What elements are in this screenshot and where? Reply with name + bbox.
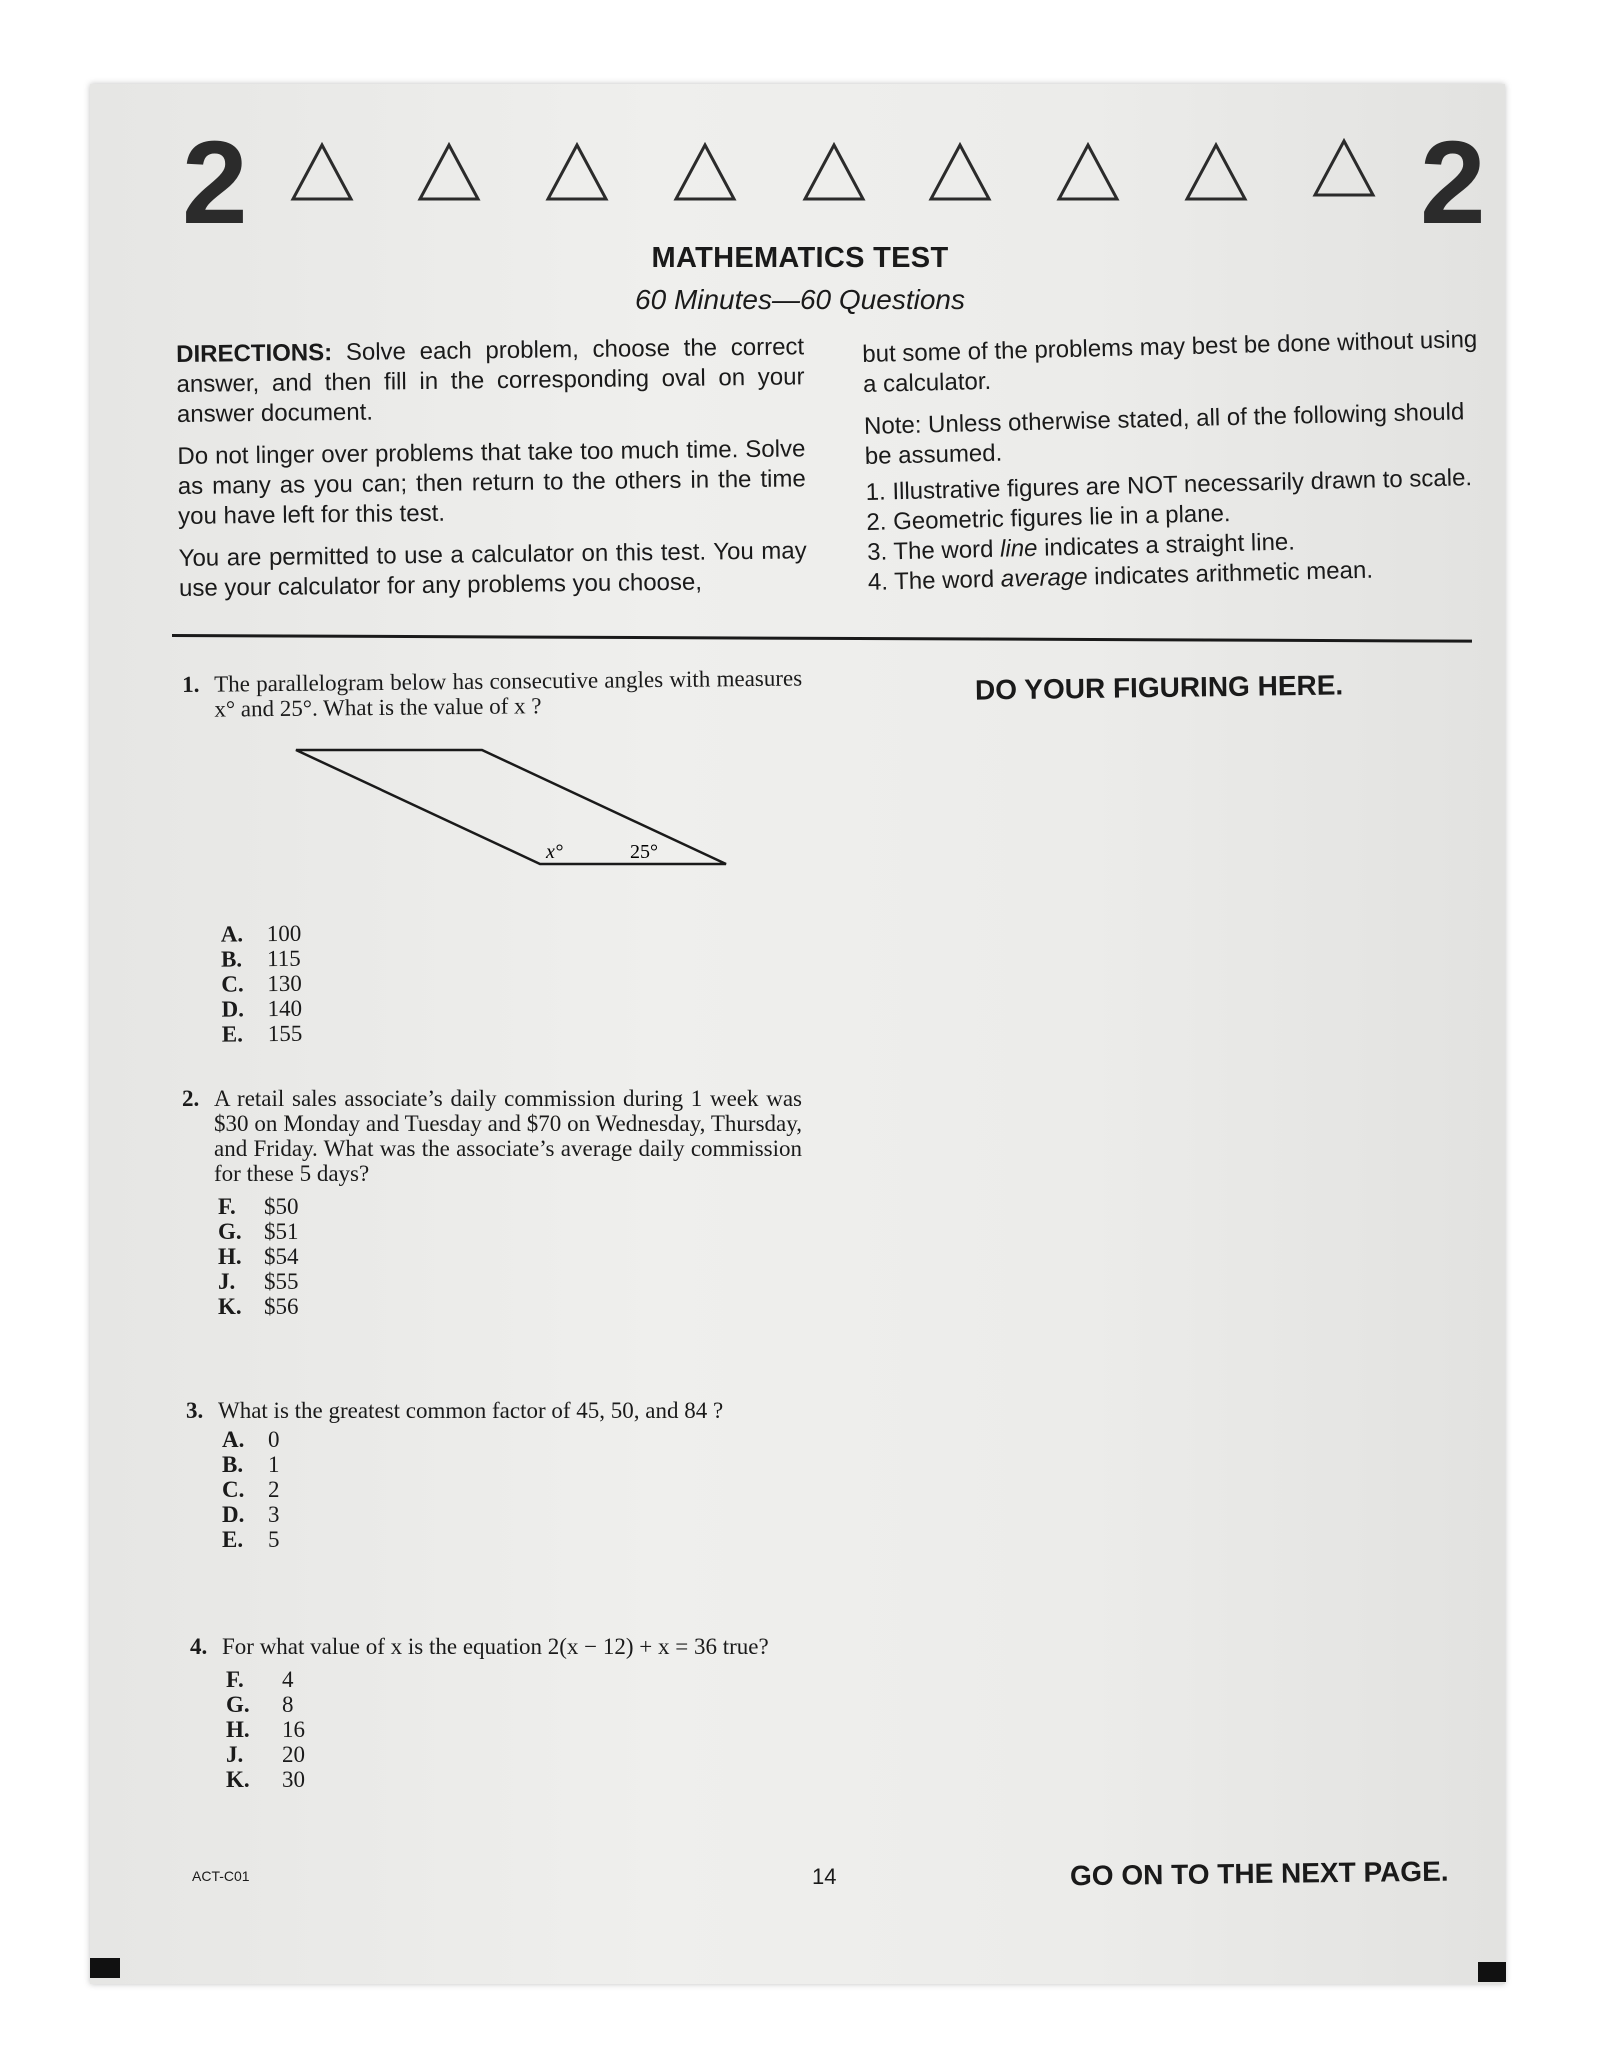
page-number: 14 [812,1864,837,1889]
section-number-right: 2 [1420,117,1486,249]
question-text: A retail sales associate’s daily commission during 1 week was $30 on Monday and Tuesday and $70 on Wednesday, Thursday, and Friday. What was the associate’s average daily commission for these 5 days? [214,1086,802,1186]
directions-note: Note: Unless otherwise stated, all of the following should be assumed. [863,398,1465,470]
answer-option[interactable]: B. 115 [220,945,301,972]
directions-left-column [176,332,807,616]
answer-option[interactable]: K. 30 [226,1767,305,1792]
question-number: 1. [182,671,200,697]
section-number-left: 2 [182,117,248,249]
directions-label: DIRECTIONS: [176,339,333,368]
directions-right-column [862,325,1488,598]
assumption-item: 2. Geometric figures lie in a plane. [866,500,1231,536]
answer-options [218,1194,802,1319]
page-shadow [1478,1962,1506,1982]
assumption-item: 1. Illustrative figures are NOT necessarily drawn to scale. [865,464,1473,506]
answer-option[interactable]: G. $51 [218,1219,299,1244]
question-number: 2. [182,1086,200,1111]
angle-label-x: x° [546,841,563,863]
parallelogram-figure [290,740,740,880]
question-text: For what value of x is the equation 2(x − 12) + x = 36 true? [222,1634,769,1659]
directions-paragraph: but some of the problems may best be done without using a calculator. [862,325,1478,398]
answer-option[interactable]: F. $50 [218,1194,299,1219]
answer-option[interactable]: C. 2 [222,1477,280,1502]
answer-option[interactable]: A. 0 [222,1427,280,1452]
answer-option[interactable]: J. 20 [226,1742,305,1767]
form-code: ACT-C01 [192,1868,250,1884]
test-title: MATHEMATICS TEST [651,242,949,274]
answer-option[interactable]: E. 155 [221,1020,303,1047]
triangle-icon [928,142,992,202]
answer-option[interactable]: B. 1 [222,1452,280,1477]
answer-option[interactable]: D. 140 [221,995,303,1022]
answer-option[interactable]: K. $56 [218,1294,299,1319]
assumption-item: 4. The word average indicates arithmetic mean. [867,556,1374,596]
triangle-icon [1312,138,1376,198]
answer-options [221,915,806,1046]
triangle-icon [545,142,609,202]
answer-option[interactable]: G. 8 [226,1692,294,1717]
answer-option[interactable]: E. 5 [222,1527,280,1552]
triangle-icon [1184,142,1248,202]
question-text: What is the greatest common factor of 45, 50, and 84 ? [218,1398,724,1423]
assumptions-list [865,463,1488,598]
next-page-instruction: GO ON TO THE NEXT PAGE. [1069,1855,1449,1892]
question-number: 3. [186,1398,204,1423]
figuring-label: DO YOUR FIGURING HERE. [974,669,1344,706]
triangle-icon [417,142,481,202]
answer-option[interactable]: H. 16 [226,1717,305,1742]
answer-options [226,1667,800,1792]
question-text: The parallelogram below has consecutive angles with measures x° and 25°. What is the value of x ? [213,665,803,722]
triangle-icon [673,142,737,202]
assumption-item: 3. The word line indicates a straight line. [866,528,1296,566]
angle-label-25: 25° [630,841,658,863]
test-subtitle: 60 Minutes—60 Questions [635,284,965,315]
answer-option[interactable]: A. 100 [220,920,302,947]
answer-option[interactable]: C. 130 [221,970,302,997]
answer-option[interactable]: D. 3 [222,1502,280,1527]
question-number: 4. [190,1634,208,1659]
triangle-icon [1056,142,1120,202]
question-2 [182,1086,802,1319]
triangle-icon [290,142,354,202]
question-4 [190,1634,800,1792]
triangle-icon [802,142,866,202]
question-3 [186,1398,806,1552]
directions-paragraph [176,332,805,430]
answer-option[interactable]: F. 4 [226,1667,294,1692]
answer-option[interactable]: H. $54 [218,1244,299,1269]
directions-paragraph: Do not linger over problems that take too much time. Solve as many as you can; then return to the others in the time you have left for this test. [177,435,806,530]
directions-text: Solve each problem, choose the correct answer, and then fill in the corresponding oval on your answer document. [176,333,805,428]
page-shadow [90,1958,120,1978]
answer-option[interactable]: J. $55 [218,1269,299,1294]
directions-paragraph: You are permitted to use a calculator on this test. You may use your calculator for any problems you choose, [178,537,807,602]
answer-options [222,1427,806,1552]
